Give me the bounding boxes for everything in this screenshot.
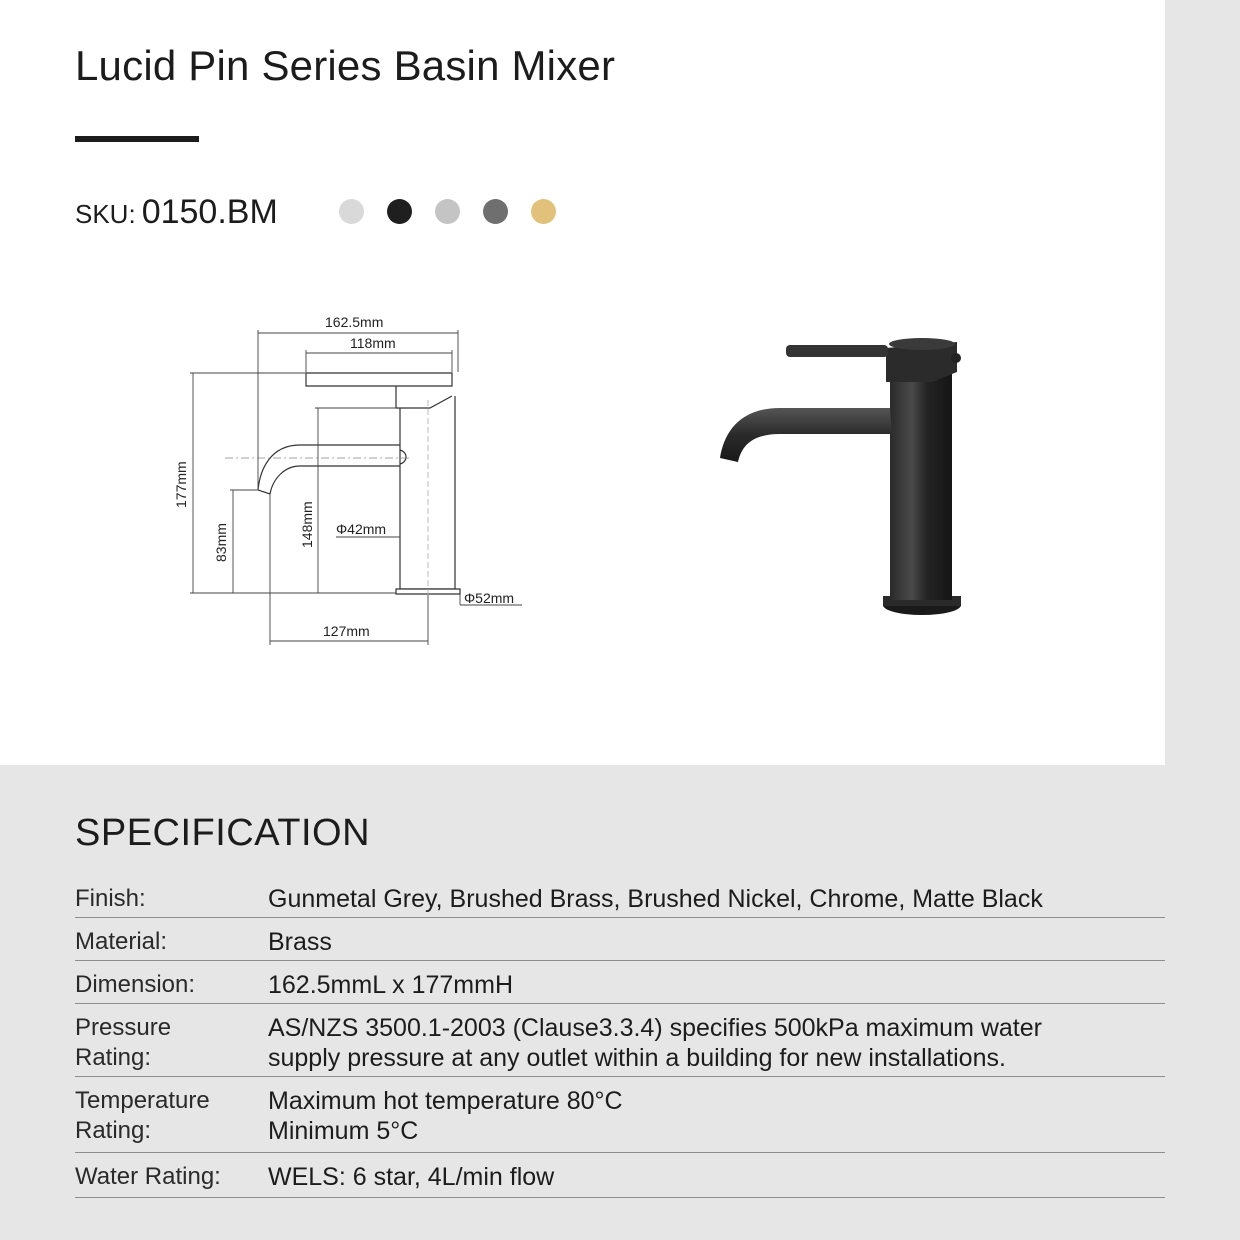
spec-label: Finish:	[75, 885, 146, 912]
dim-body-diameter: Φ42mm	[336, 521, 387, 537]
spec-row-material	[75, 918, 1165, 961]
spec-label: Dimension:	[75, 971, 196, 998]
product-image	[700, 320, 980, 620]
swatch-chrome[interactable]	[339, 199, 364, 224]
dim-overall-height: 177mm	[173, 461, 189, 508]
spec-label: Material:	[75, 928, 168, 955]
swatch-gunmetal-grey[interactable]	[483, 199, 508, 224]
spec-row-temperature	[75, 1077, 1165, 1153]
sku-value: 0150.BM	[141, 193, 278, 231]
spec-label: Pressure Rating:	[75, 1014, 172, 1071]
spec-row-finish	[75, 875, 1165, 918]
sku-line	[75, 193, 278, 232]
title-underline	[75, 136, 199, 142]
dim-base-diameter: Φ52mm	[464, 590, 515, 606]
specification-heading: SPECIFICATION	[75, 812, 371, 854]
product-title: Lucid Pin Series Basin Mixer	[75, 42, 616, 89]
specification-table	[75, 875, 1165, 1198]
dim-spout-clearance: 83mm	[213, 523, 229, 562]
dimension-diagram	[160, 300, 540, 650]
spec-label: Temperature Rating:	[75, 1087, 210, 1144]
spec-row-pressure	[75, 1004, 1165, 1077]
swatch-brushed-brass[interactable]	[531, 199, 556, 224]
swatch-brushed-nickel[interactable]	[435, 199, 460, 224]
dim-handle-length: 118mm	[350, 335, 396, 351]
spec-value: 162.5mmL x 177mmH	[268, 971, 513, 999]
spec-value: Gunmetal Grey, Brushed Brass, Brushed Nickel, Chrome, Matte Black	[268, 885, 1043, 913]
sku-label: SKU:	[75, 199, 136, 229]
swatch-matte-black[interactable]	[387, 199, 412, 224]
spec-value: Maximum hot temperature 80°C Minimum 5°C	[268, 1087, 623, 1145]
spec-row-water	[75, 1153, 1165, 1198]
spec-row-dimension	[75, 961, 1165, 1004]
spec-value: WELS: 6 star, 4L/min flow	[268, 1163, 555, 1191]
dim-spout-height: 148mm	[299, 501, 315, 548]
spec-label: Water Rating:	[75, 1163, 221, 1190]
finish-swatches	[339, 199, 556, 224]
dim-overall-length: 162.5mm	[325, 314, 384, 330]
spec-value: Brass	[268, 928, 332, 956]
dim-spout-reach: 127mm	[323, 623, 370, 639]
spec-value: AS/NZS 3500.1-2003 (Clause3.3.4) specifies 500kPa maximum water supply pressure at any outlet within a building for new installations.	[268, 1014, 1042, 1072]
